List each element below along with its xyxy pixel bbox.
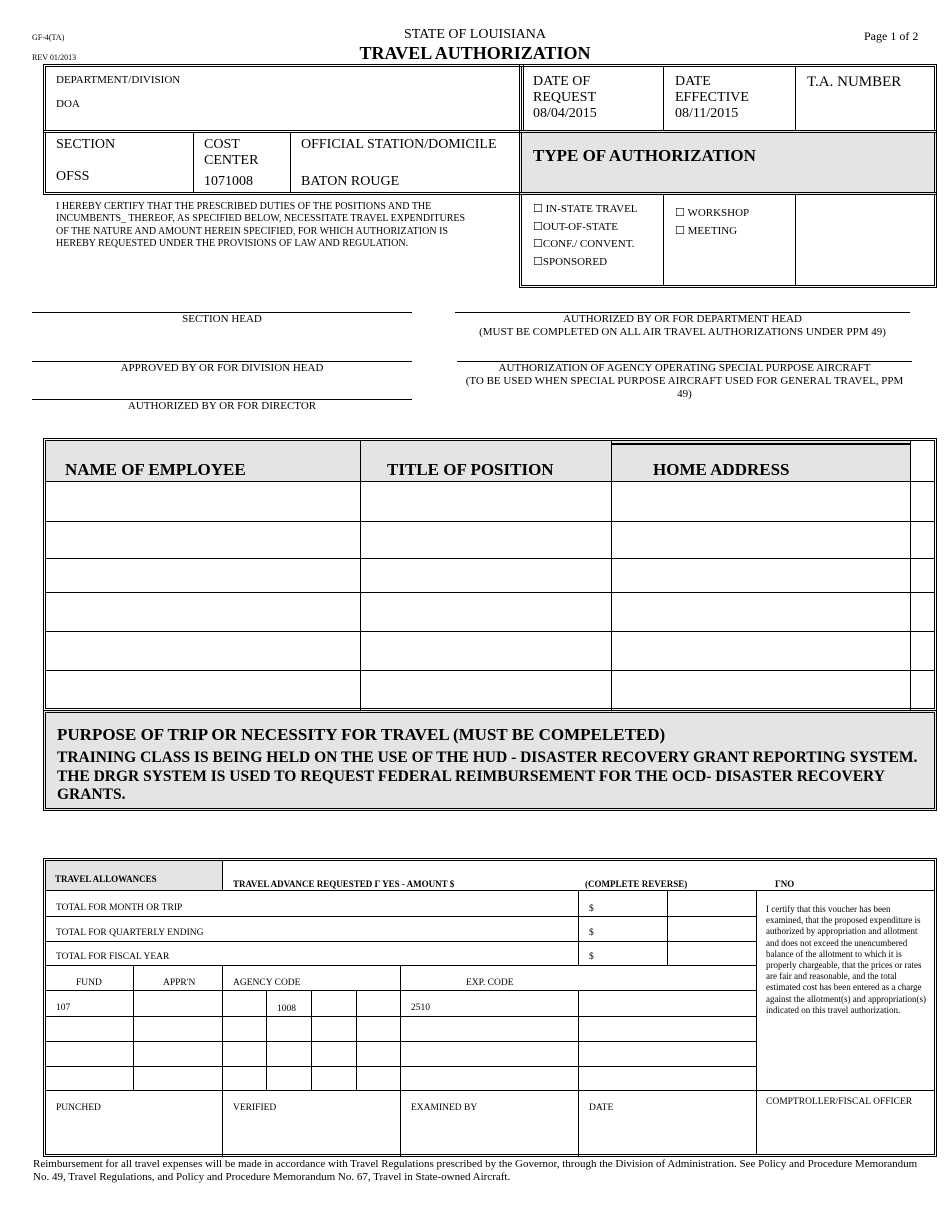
checkbox-icon[interactable]: ☐ [533, 256, 543, 268]
punched-label: PUNCHED [56, 1103, 101, 1113]
purpose-label: PURPOSE OF TRIP OR NECESSITY FOR TRAVEL (MUST BE COMPELETED) [57, 725, 666, 744]
advance-requested-label: TRAVEL ADVANCE REQUESTED Γ YES - AMOUNT $ [233, 879, 455, 889]
option-sponsored[interactable]: ☐SPONSORED [533, 256, 608, 268]
purpose-text[interactable]: TRAINING CLASS IS BEING HELD ON THE USE OF THE HUD - DISASTER RECOVERY GRANT REPORTING SYSTEM. THE DRGR SYSTEM IS USED TO REQUEST FEDERAL REIMBURSEMENT FOR THE OCD- DISASTER RECOVERY GRANTS. [57, 749, 918, 803]
yes-checkbox-icon[interactable]: Γ [374, 879, 380, 889]
no-checkbox-icon[interactable]: Γ [775, 879, 781, 889]
col-exp-code: EXP. CODE [466, 978, 514, 988]
option-workshop[interactable]: ☐ WORKSHOP [675, 207, 750, 219]
col-name-of-employee: NAME OF EMPLOYEE [65, 460, 246, 479]
cost-center-label: COST CENTER [204, 137, 259, 168]
total-quarter-amount[interactable]: $ [589, 928, 594, 938]
official-station-value: BATON ROUGE [301, 174, 400, 189]
state-name: STATE OF LOUISIANA [404, 27, 546, 42]
no-option: ΓNO [775, 879, 795, 889]
checkbox-icon[interactable]: ☐ [533, 221, 543, 233]
division-head-signature[interactable]: APPROVED BY OR FOR DIVISION HEAD [32, 361, 412, 375]
total-quarter-label: TOTAL FOR QUARTERLY ENDING [56, 928, 204, 938]
page-number: Page 1 of 2 [864, 29, 919, 43]
col-fund: FUND [76, 978, 102, 988]
type-of-authorization-label: TYPE OF AUTHORIZATION [533, 146, 756, 165]
checkbox-icon[interactable]: ☐ [675, 207, 685, 219]
total-month-amount[interactable]: $ [589, 904, 594, 914]
option-out-of-state[interactable]: ☐OUT-OF-STATE [533, 221, 618, 233]
verified-label: VERIFIED [233, 1103, 277, 1113]
total-year-amount[interactable]: $ [589, 952, 594, 962]
section-head-signature[interactable]: SECTION HEAD [32, 312, 412, 326]
checkbox-icon[interactable]: ☐ [533, 238, 543, 250]
department-label: DEPARTMENT/DIVISION [56, 74, 181, 86]
col-home-address: HOME ADDRESS [653, 460, 790, 479]
form-code: GF-4(TA) [32, 33, 65, 42]
department-head-signature[interactable]: AUTHORIZED BY OR FOR DEPARTMENT HEAD (MUST BE COMPLETED ON ALL AIR TRAVEL AUTHORIZATIONS UNDER PPM 49) [455, 312, 910, 339]
date-of-request-value: 08/04/2015 [533, 106, 597, 121]
date-effective-value: 08/11/2015 [675, 106, 739, 121]
examined-by-label: EXAMINED BY [411, 1103, 478, 1113]
total-month-label: TOTAL FOR MONTH OR TRIP [56, 903, 183, 913]
checkbox-icon[interactable]: ☐ [675, 225, 685, 237]
section-value: OFSS [56, 169, 90, 184]
department-value: DOA [56, 98, 80, 110]
option-in-state[interactable]: ☐ IN-STATE TRAVEL [533, 203, 638, 215]
col-title-of-position: TITLE OF POSITION [387, 460, 554, 479]
cost-center-value: 1071008 [204, 174, 253, 189]
date-of-request-label: DATE OF REQUEST [533, 74, 596, 105]
exp-code-value[interactable]: 2510 [411, 1003, 430, 1013]
form-revision: REV 01/2013 [32, 53, 77, 62]
complete-reverse-label: (COMPLETE REVERSE) [585, 879, 688, 889]
comptroller-label: COMPTROLLER/FISCAL OFFICER [766, 1097, 913, 1107]
official-station-label: OFFICIAL STATION/DOMICILE [301, 137, 497, 152]
aircraft-signature[interactable]: AUTHORIZATION OF AGENCY OPERATING SPECIAL PURPOSE AIRCRAFT (TO BE USED WHEN SPECIAL PURPOSE AIRCRAFT USED FOR GENERAL TRAVEL, PPM 49) [457, 361, 912, 401]
travel-allowances-label: TRAVEL ALLOWANCES [55, 874, 157, 884]
date-label: DATE [589, 1103, 614, 1113]
checkbox-icon[interactable]: ☐ [533, 203, 543, 215]
total-year-label: TOTAL FOR FISCAL YEAR [56, 952, 170, 962]
date-effective-label: DATE EFFECTIVE [675, 74, 749, 105]
fund-value[interactable]: 107 [56, 1003, 71, 1013]
ta-number-label: T.A. NUMBER [807, 74, 902, 90]
director-signature[interactable]: AUTHORIZED BY OR FOR DIRECTOR [32, 399, 412, 413]
certification-text: I HEREBY CERTIFY THAT THE PRESCRIBED DUTIES OF THE POSITIONS AND THE INCUMBENTS_ THEREOF, AS SPECIFIED BELOW, NECESSITATE TRAVEL EXPENDITURES OF THE NATURE AND AMOUNT HEREIN SPECIFIED, FOR WHICH AUTHORIZATION IS HEREBY REQUESTED UNDER THE PROVISIONS OF LAW AND REGULATION. [56, 201, 466, 249]
section-label: SECTION [56, 137, 116, 152]
option-meeting[interactable]: ☐ MEETING [675, 225, 738, 237]
agency-code-value[interactable]: 1008 [277, 1004, 296, 1014]
footer-note: Reimbursement for all travel expenses will be made in accordance with Travel Regulations prescribed by the Governor, through the Division of Administration. See Policy and Procedure Memorandum No. 49, Travel Regulations, and Policy and Procedure Memorandum No. 67, Travel in State-owned Aircraft. [33, 1158, 918, 1183]
col-agency-code: AGENCY CODE [233, 978, 301, 988]
form-title: TRAVEL AUTHORIZATION [359, 43, 591, 63]
col-apprn: APPR'N [163, 978, 196, 988]
option-conference[interactable]: ☐CONF./ CONVENT. [533, 238, 635, 250]
fiscal-certification-text: I certify that this voucher has been examined, that the proposed expenditure is authorized by appropriation and allotment and does not exceed the unencumbered balance of the allotment to which it is properly chargeable, that the prices or rates are fair and reasonable, and the total estimated cost has been entered as a charge against the allotment(s) and appropriation(s) indicated on this travel authorization. [766, 904, 926, 1015]
